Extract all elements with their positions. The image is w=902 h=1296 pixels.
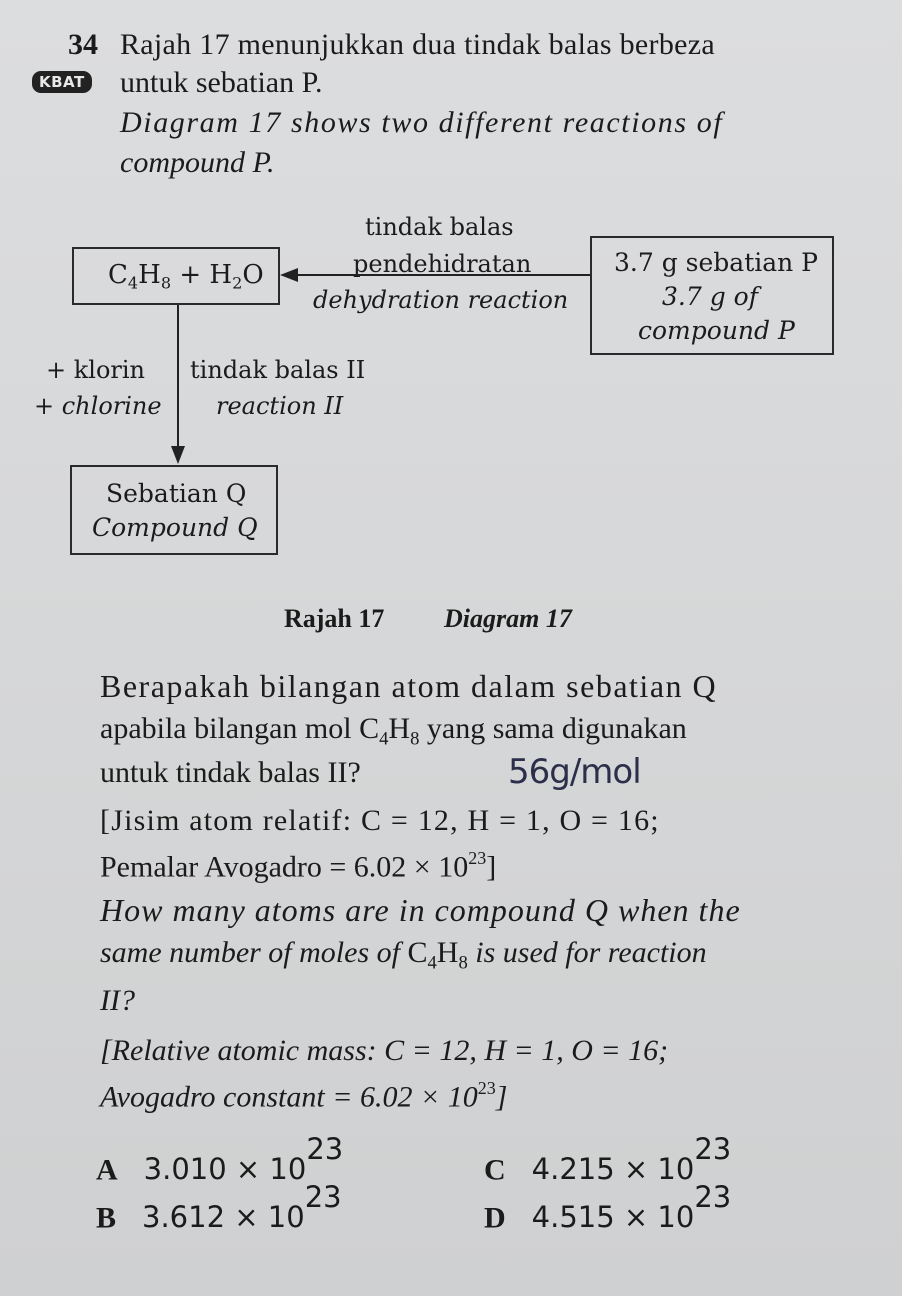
english-question-line-1: How many atoms are in compound Q when the [100,892,741,928]
diagram-caption-my: Rajah 17 [284,604,385,633]
kbat-badge: KBAT [32,71,92,93]
diagram-caption-en: Diagram 17 [444,604,572,633]
compound-q-line-2: Compound Q [92,513,258,542]
malay-question-line-2: apabila bilangan mol $C_4H_8$ yang sama digunakan [100,712,687,750]
compound-q-box [70,465,278,555]
english-question-line-3: II? [100,984,135,1017]
english-data-line-1: [Relative atomic mass: C = 12, H = 1, O = 16; [100,1034,669,1067]
english-data-line-2: Avogadro constant = $6.02 \times 10^{23}$] [100,1078,508,1114]
formula-c4h8-en: $C_4H_8$ [407,936,468,974]
product-formula: $C_4H_8 + H_2O$ [108,260,264,293]
compound-q-line-1: Sebatian Q [106,479,247,508]
option-a[interactable]: A 3.010 × 1023 [96,1132,344,1187]
question-number: 34 [68,28,98,61]
compound-p-line-2: 3.7 g of [662,282,758,311]
english-question-line-2: same number of moles of $C_4H_8$ is used for reaction [100,936,707,974]
english-intro-line-2: compound P. [120,146,275,179]
chlorine-label-my: + klorin [46,356,146,384]
dehydration-label-my-1: tindak balas [365,213,514,241]
option-d[interactable]: D 4.515 × 1023 [484,1180,732,1235]
formula-c4h8: $C_4H_8$ [359,712,420,750]
dehydration-arrowhead [280,268,298,282]
option-b[interactable]: B 3.612 × 1023 [96,1180,342,1235]
handwritten-annotation: 56g/mol [508,752,641,792]
malay-question-line-1: Berapakah bilangan atom dalam sebatian Q [100,668,718,704]
reaction-ii-label-my: tindak balas II [190,356,366,384]
compound-p-line-3: compound P [638,316,795,345]
malay-intro-line-1: Rajah 17 menunjukkan dua tindak balas berbeza [120,28,715,61]
reaction-ii-arrowhead [171,446,185,464]
option-c[interactable]: C 4.215 × 1023 [484,1132,732,1187]
dehydration-label-my-2: pendehidratan [353,250,532,278]
dehydration-label-en: dehydration reaction [313,286,569,314]
malay-intro-line-2: untuk sebatian P. [120,66,323,99]
compound-p-line-1: 3.7 g sebatian P [614,248,819,277]
reaction-ii-label-en: reaction II [216,392,344,420]
english-intro-line-1: Diagram 17 shows two different reactions of [120,106,724,139]
malay-data-line-1: [Jisim atom relatif: C = 12, H = 1, O = 16; [100,804,660,837]
malay-data-line-2: Pemalar Avogadro = $6.02 \times 10^{23}$] [100,848,497,884]
malay-question-line-3: untuk tindak balas II? [100,756,361,789]
chlorine-label-en: + chlorine [34,392,162,420]
